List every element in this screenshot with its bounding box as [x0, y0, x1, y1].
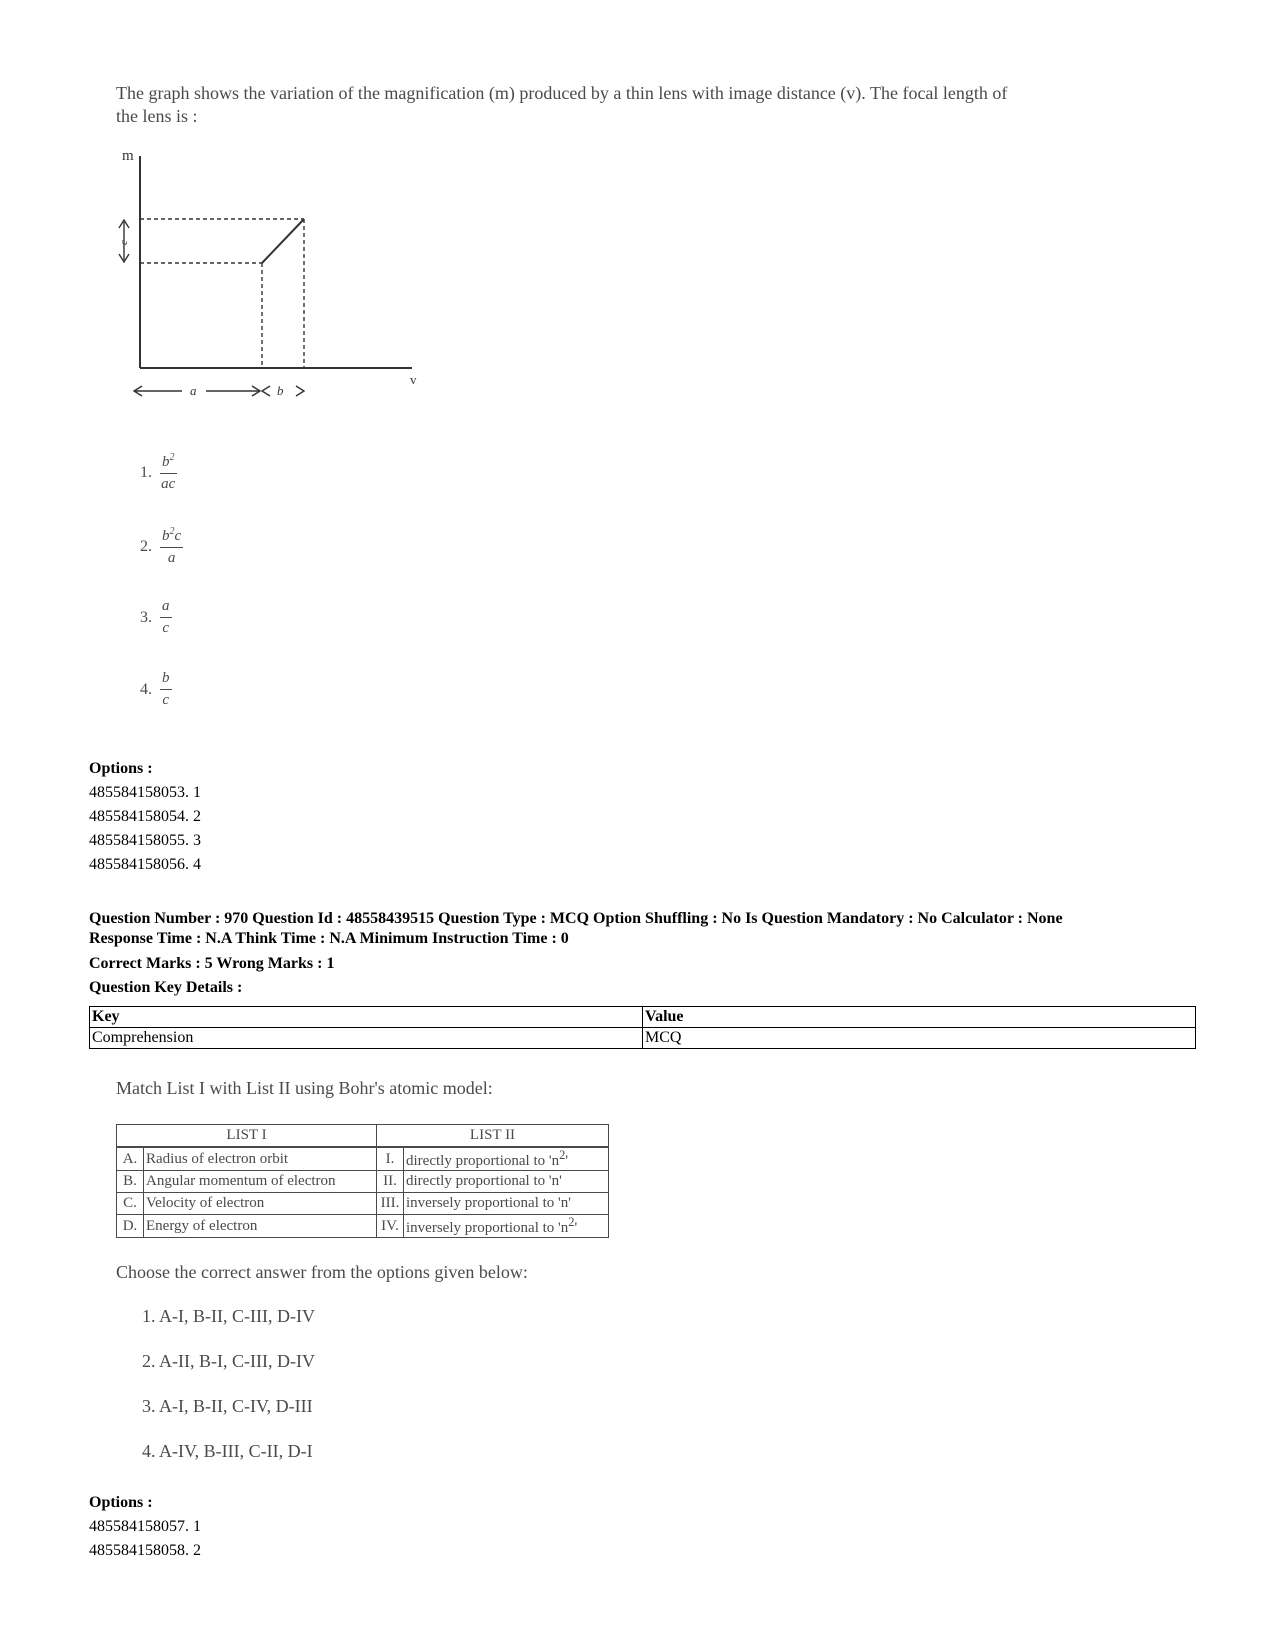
- q2-choice-2: 2. A-II, B-I, C-III, D-IV: [142, 1351, 315, 1371]
- y-axis-label: m: [122, 148, 134, 164]
- match-list-table: [116, 1124, 609, 1238]
- value-header: Value: [643, 1007, 1196, 1028]
- q1-choice-1: 1. $\frac{b^2}{ac}$: [140, 452, 176, 492]
- list-2-header: LIST II: [377, 1125, 609, 1148]
- q1-option-2: 485584158054. 2: [89, 808, 201, 825]
- q2-option-1: 485584158057. 1: [89, 1518, 201, 1535]
- q2-options-label: Options :: [89, 1494, 153, 1511]
- interval-c-label: c: [118, 240, 130, 245]
- key-cell: Comprehension: [90, 1028, 643, 1049]
- q1-choice-3: 3. $\frac{a}{c}$: [140, 598, 170, 636]
- q2-meta-line-2: Response Time : N.A Think Time : N.A Minimum Instruction Time : 0: [89, 930, 569, 947]
- match-list-row: A. Radius of electron orbit I. directly proportional to '$n^2$': [117, 1147, 609, 1171]
- q1-choice-2: 2. $\frac{b^2c}{a}$: [140, 526, 182, 566]
- q2-option-2: 485584158058. 2: [89, 1542, 201, 1559]
- question-2-text: Match List I with List II using Bohr's atomic model:: [116, 1078, 493, 1098]
- q1-option-4: 485584158056. 4: [89, 856, 201, 873]
- list-1-header: LIST I: [117, 1125, 377, 1148]
- match-list-row: C. Velocity of electron III. inversely proportional to 'n': [117, 1193, 609, 1215]
- q1-choice-4: 4. $\frac{b}{c}$: [140, 670, 170, 708]
- q2-marks: Correct Marks : 5 Wrong Marks : 1: [89, 955, 335, 972]
- q2-meta-line-1: Question Number : 970 Question Id : 48558439515 Question Type : MCQ Option Shuffling : No Is Question Mandatory : No Calculator : None: [89, 910, 1063, 927]
- key-details-table: [89, 1006, 1196, 1049]
- key-table-row: [90, 1028, 1196, 1049]
- interval-a-label: a: [190, 383, 197, 398]
- interval-b-label: b: [277, 383, 284, 398]
- choose-answer-text: Choose the correct answer from the options given below:: [116, 1262, 528, 1282]
- magnification-graph: [112, 148, 432, 408]
- match-list-header-row: [117, 1125, 609, 1148]
- match-list-row: D. Energy of electron IV. inversely proportional to '$n^2$': [117, 1215, 609, 1238]
- q2-key-details-label: Question Key Details :: [89, 979, 243, 996]
- key-table-header-row: [90, 1007, 1196, 1028]
- question-1-text: The graph shows the variation of the magnification (m) produced by a thin lens with image distance (v). The focal length of the lens is :: [116, 83, 1008, 126]
- x-axis-label: v: [410, 372, 417, 387]
- q1-option-1: 485584158053. 1: [89, 784, 201, 801]
- value-cell: MCQ: [643, 1028, 1196, 1049]
- q1-option-3: 485584158055. 3: [89, 832, 201, 849]
- q1-options-label: Options :: [89, 760, 153, 777]
- q2-choice-4: 4. A-IV, B-III, C-II, D-I: [142, 1441, 313, 1461]
- q2-choice-1: 1. A-I, B-II, C-III, D-IV: [142, 1306, 315, 1326]
- key-header: Key: [90, 1007, 643, 1028]
- magnification-line: [262, 219, 304, 263]
- q2-choice-3: 3. A-I, B-II, C-IV, D-III: [142, 1396, 313, 1416]
- match-list-row: B. Angular momentum of electron II. directly proportional to 'n': [117, 1171, 609, 1193]
